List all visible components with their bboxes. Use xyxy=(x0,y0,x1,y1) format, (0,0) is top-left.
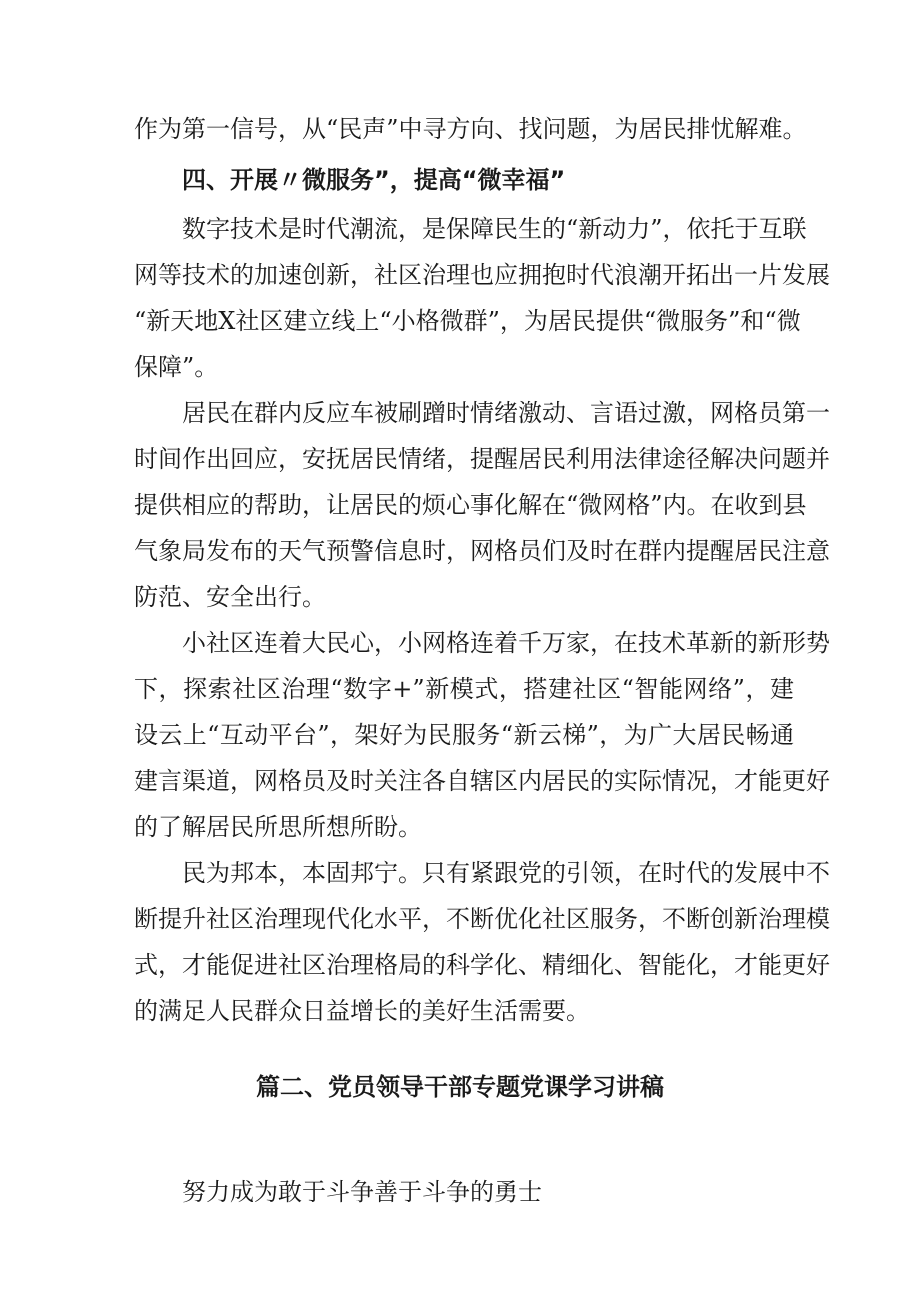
paragraph-line: 居民在群内反应车被刷蹭时情绪激动、言语过激，网格员第一 xyxy=(182,399,830,427)
paragraph-line: 式，才能促进社区治理格局的科学化、精细化、智能化，才能更好 xyxy=(134,951,830,979)
paragraph-line: 防范、安全出行。 xyxy=(134,583,326,611)
paragraph-line: 的满足人民群众日益增长的美好生活需要。 xyxy=(134,997,590,1025)
section-heading: 四、开展〃微服务”，提高“微幸福” xyxy=(182,166,566,194)
section-title: 篇二、党员领导干部专题党课学习讲稿 xyxy=(256,1073,664,1101)
paragraph-line: 断提升社区治理现代化水平，不断优化社区服务，不断创新治理模 xyxy=(134,905,830,933)
paragraph-line: 小社区连着大民心，小网格连着千万家，在技术革新的新形势 xyxy=(182,629,830,657)
paragraph-line: 设云上“互动平台”，架好为民服务“新云梯”，为广大居民畅通 xyxy=(134,721,794,749)
paragraph-line: 的了解居民所思所想所盼。 xyxy=(134,813,422,841)
paragraph-line: “新天地X社区建立线上“小格微群”，为居民提供“微服务”和“微 xyxy=(134,307,801,335)
paragraph-line: 时间作出回应，安抚居民情绪，提醒居民利用法律途径解决问题并 xyxy=(134,445,830,473)
paragraph-line: 网等技术的加速创新，社区治理也应拥抱时代浪潮开拓出一片发展 xyxy=(134,261,830,289)
paragraph-line: 作为第一信号，从“民声”中寻方向、找问题，为居民排忧解难。 xyxy=(134,115,807,143)
paragraph-line: 数字技术是时代潮流，是保障民生的“新动力”，依托于互联 xyxy=(182,215,807,243)
paragraph-line: 气象局发布的天气预警信息时，网格员们及时在群内提醒居民注意 xyxy=(134,537,830,565)
article-subtitle: 努力成为敢于斗争善于斗争的勇士 xyxy=(182,1178,542,1206)
paragraph-line: 保障”。 xyxy=(134,353,219,381)
paragraph-line: 下，探索社区治理“数字+”新模式，搭建社区“智能网络”，建 xyxy=(134,675,794,703)
paragraph-line: 建言渠道，网格员及时关注各自辖区内居民的实际情况，才能更好 xyxy=(134,767,830,795)
paragraph-line: 民为邦本，本固邦宁。只有紧跟党的引领，在时代的发展中不 xyxy=(182,859,830,887)
paragraph-line: 提供相应的帮助，让居民的烦心事化解在“微网格”内。在收到县 xyxy=(134,491,807,519)
